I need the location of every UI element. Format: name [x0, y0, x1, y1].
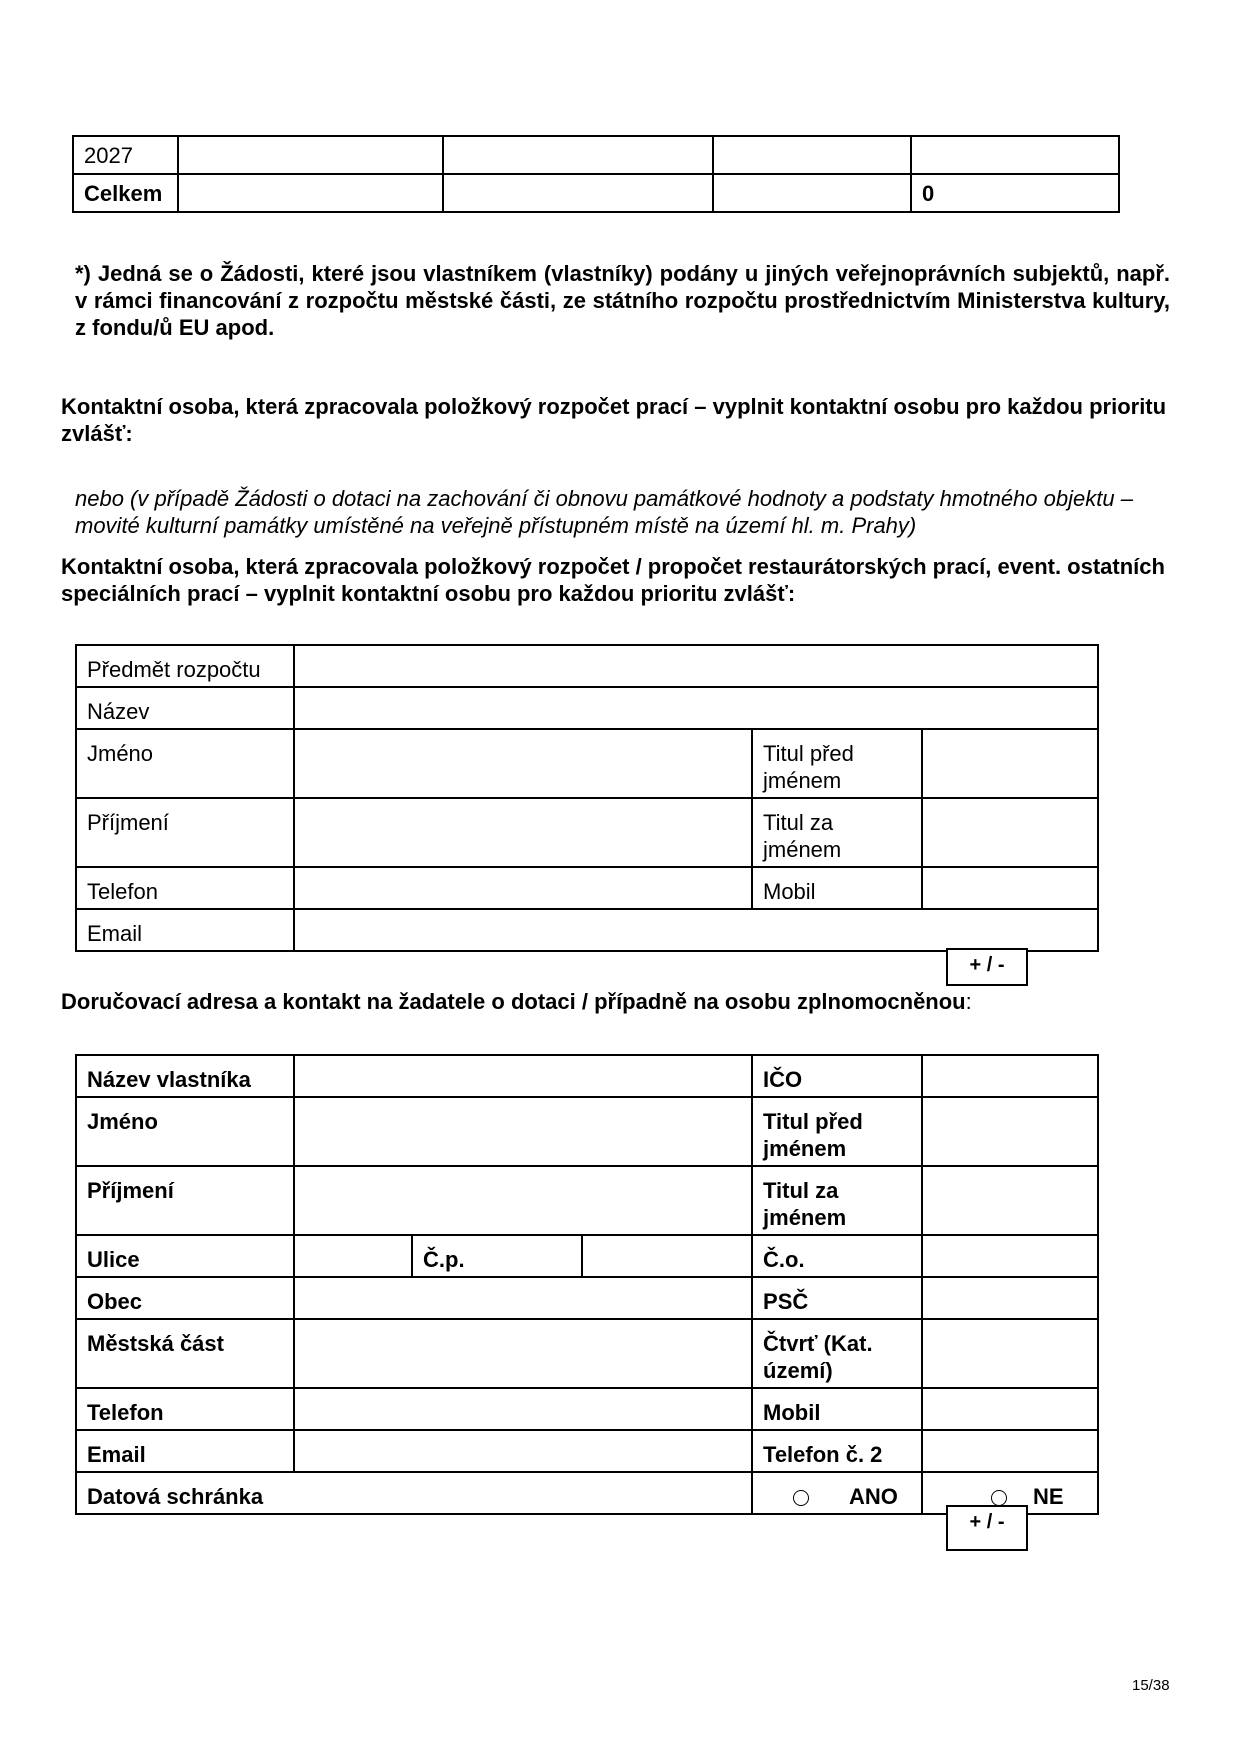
- grand-total-cell: 0: [911, 174, 1119, 212]
- add-remove-contact-button[interactable]: + / -: [946, 948, 1028, 986]
- subject-field[interactable]: [294, 645, 1098, 687]
- table-row: [76, 729, 1098, 798]
- table-row: [76, 1472, 1098, 1514]
- address-heading-colon: :: [965, 989, 972, 1014]
- year-cell: 2027: [73, 136, 178, 174]
- email-label: Email: [76, 1430, 294, 1472]
- first-name-field[interactable]: [294, 729, 752, 798]
- value-cell[interactable]: [178, 136, 443, 174]
- street-field[interactable]: [294, 1235, 412, 1277]
- district-label: Městská část: [76, 1319, 294, 1388]
- total-cell[interactable]: [911, 136, 1119, 174]
- radio-yes[interactable]: [793, 1490, 809, 1506]
- surname-label: Příjmení: [76, 798, 294, 867]
- mobile-field[interactable]: [922, 1388, 1098, 1430]
- name-label: Název: [76, 687, 294, 729]
- value-cell[interactable]: [178, 174, 443, 212]
- zip-label: PSČ: [752, 1277, 922, 1319]
- restoration-contact-heading: Kontaktní osoba, která zpracovala položkový rozpočet / propočet restaurátorských prací, event. ostatních speciálních prací – vyplnit kontaktní osobu pro každou prioritu zvlášť:: [61, 554, 1165, 606]
- surname-field[interactable]: [294, 1166, 752, 1235]
- radio-no[interactable]: [991, 1490, 1007, 1506]
- address-heading: [61, 988, 1171, 1015]
- owner-field[interactable]: [294, 1055, 752, 1097]
- table-row: [76, 909, 1098, 951]
- zip-field[interactable]: [922, 1277, 1098, 1319]
- phone-label: Telefon: [76, 867, 294, 909]
- value-cell[interactable]: [443, 136, 713, 174]
- phone-field[interactable]: [294, 1388, 752, 1430]
- district-field[interactable]: [294, 1319, 752, 1388]
- total-label-cell: Celkem: [73, 174, 178, 212]
- surname-label: Příjmení: [76, 1166, 294, 1235]
- table-row: [76, 1277, 1098, 1319]
- title-after-field[interactable]: [922, 1166, 1098, 1235]
- address-table: [75, 1054, 1099, 1515]
- table-row: [76, 867, 1098, 909]
- name-field[interactable]: [294, 687, 1098, 729]
- contact-person-table: [75, 644, 1099, 952]
- databox-label: Datová schránka: [76, 1472, 752, 1514]
- phone-field[interactable]: [294, 867, 752, 909]
- title-after-label: Titul za jménem: [752, 1166, 922, 1235]
- value-cell[interactable]: [443, 174, 713, 212]
- table-row: [76, 1388, 1098, 1430]
- title-before-field[interactable]: [922, 1097, 1098, 1166]
- co-label: Č.o.: [752, 1235, 922, 1277]
- phone2-field[interactable]: [922, 1430, 1098, 1472]
- table-row: [76, 1319, 1098, 1388]
- cp-label: Č.p.: [412, 1235, 582, 1277]
- city-field[interactable]: [294, 1277, 752, 1319]
- quarter-field[interactable]: [922, 1319, 1098, 1388]
- table-row: [76, 1235, 1098, 1277]
- title-after-label: Titul za jménem: [752, 798, 922, 867]
- first-name-label: Jméno: [76, 729, 294, 798]
- email-label: Email: [76, 909, 294, 951]
- title-before-label: Titul před jménem: [752, 1097, 922, 1166]
- title-before-field[interactable]: [922, 729, 1098, 798]
- first-name-label: Jméno: [76, 1097, 294, 1166]
- value-cell[interactable]: [713, 174, 911, 212]
- mobile-label: Mobil: [752, 867, 922, 909]
- first-name-field[interactable]: [294, 1097, 752, 1166]
- title-before-label: Titul před jménem: [752, 729, 922, 798]
- summary-table: [72, 135, 1120, 213]
- address-heading-text: Doručovací adresa a kontakt na žadatele o dotaci / případně na osobu zplnomocněnou: [61, 989, 966, 1014]
- street-label: Ulice: [76, 1235, 294, 1277]
- mobile-field[interactable]: [922, 867, 1098, 909]
- databox-yes-option[interactable]: [752, 1472, 922, 1514]
- subject-label: Předmět rozpočtu: [76, 645, 294, 687]
- ico-label: IČO: [752, 1055, 922, 1097]
- add-remove-address-button[interactable]: + / -: [946, 1505, 1028, 1551]
- owner-label: Název vlastníka: [76, 1055, 294, 1097]
- cp-field[interactable]: [582, 1235, 752, 1277]
- table-row: [76, 687, 1098, 729]
- yes-label: ANO: [849, 1484, 898, 1509]
- contact-heading: Kontaktní osoba, která zpracovala položkový rozpočet prací – vyplnit kontaktní osobu pro každou prioritu zvlášť:: [61, 394, 1167, 446]
- table-row: [73, 136, 1119, 174]
- page-number: 15/38: [1132, 1677, 1170, 1694]
- table-row: [73, 174, 1119, 212]
- mobile-label: Mobil: [752, 1388, 922, 1430]
- footnote: *) Jedná se o Žádosti, které jsou vlastníkem (vlastníky) podány u jiných veřejnoprávních subjektů, např. v rámci financování z rozpočtu městské části, ze státního rozpočtu prostřednictvím Ministerstva kultury, z fondu/ů EU apod.: [75, 261, 1170, 340]
- alternative-note: nebo (v případě Žádosti o dotaci na zachování či obnovu památkové hodnoty a podstaty hmotného objektu – movité kulturní památky umístěné na veřejně přístupném místě na území hl. m. Prahy): [75, 486, 1133, 538]
- phone2-label: Telefon č. 2: [752, 1430, 922, 1472]
- table-row: [76, 1097, 1098, 1166]
- email-field[interactable]: [294, 909, 1098, 951]
- ico-field[interactable]: [922, 1055, 1098, 1097]
- surname-field[interactable]: [294, 798, 752, 867]
- title-after-field[interactable]: [922, 798, 1098, 867]
- table-row: [76, 1166, 1098, 1235]
- table-row: [76, 1430, 1098, 1472]
- table-row: [76, 1055, 1098, 1097]
- table-row: [76, 798, 1098, 867]
- email-field[interactable]: [294, 1430, 752, 1472]
- table-row: [76, 645, 1098, 687]
- value-cell[interactable]: [713, 136, 911, 174]
- phone-label: Telefon: [76, 1388, 294, 1430]
- co-field[interactable]: [922, 1235, 1098, 1277]
- city-label: Obec: [76, 1277, 294, 1319]
- no-label: NE: [1033, 1484, 1064, 1509]
- quarter-label: Čtvrť (Kat. území): [752, 1319, 922, 1388]
